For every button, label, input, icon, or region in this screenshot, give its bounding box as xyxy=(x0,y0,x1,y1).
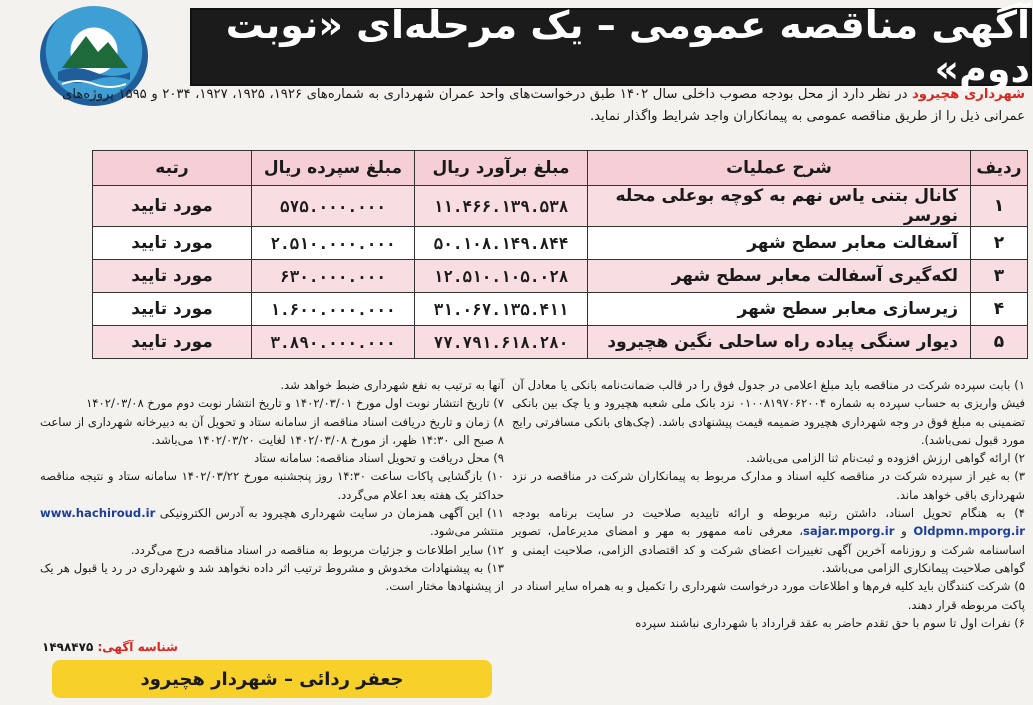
cell-rank: مورد تایید xyxy=(93,260,252,293)
conditions-left-column xyxy=(40,376,504,596)
condition-item: ۹) محل دریافت و تحویل اسناد مناقصه: سامانه ستاد xyxy=(254,451,504,466)
ad-id-value: ۱۴۹۸۴۷۵ xyxy=(42,640,94,654)
cell-description: لکه‌گیری آسفالت معابر سطح شهر xyxy=(588,260,971,293)
header-deposit: مبلغ سپرده ریال xyxy=(252,151,415,186)
condition-text: ۴) به هنگام تحویل اسناد، داشتن رتبه مربوطه و ارائه تاییدیه صلاحیت در سایت برنامه بودجه xyxy=(512,506,1025,521)
cell-estimate: ۱۲.۵۱۰.۱۰۵.۰۲۸ xyxy=(415,260,588,293)
signature-text: جعفر ردائی – شهردار هچیرود xyxy=(140,668,404,690)
title-banner xyxy=(190,3,1032,91)
condition-text: ۱۱) این آگهی همزمان در سایت شهرداری هچیرود به آدرس الکترونیکی xyxy=(159,506,504,521)
organization-name: شهرداری هچیرود xyxy=(912,87,1025,102)
condition-item xyxy=(40,504,504,541)
ad-id-label: شناسه آگهی: xyxy=(97,640,178,654)
cell-estimate: ۱۱.۴۶۶.۱۳۹.۵۳۸ xyxy=(415,186,588,227)
cell-row-number: ۳ xyxy=(971,260,1028,293)
cell-rank: مورد تایید xyxy=(93,326,252,359)
header-description: شرح عملیات xyxy=(588,151,971,186)
condition-text: ، معرفی نامه ممهور به مهر و امضای مدیرعامل، تصویر اساسنامه شرکت و روزنامه آخرین آگهی تغییرات اعضای شرکت و کد اقتصادی الزامی، صلاحیت ایمنی و گواهی صلاحیت پیمانکاری الزامی می‌باشد. xyxy=(512,524,1025,575)
site-link-oldpmn[interactable]: Oldpmn.mporg.ir xyxy=(913,524,1025,539)
table-row xyxy=(93,326,1028,359)
cell-rank: مورد تایید xyxy=(93,186,252,227)
cell-row-number: ۴ xyxy=(971,293,1028,326)
intro-paragraph xyxy=(62,84,1025,128)
table-header-row xyxy=(93,151,1028,186)
page-title: آگهی مناقصه عمومی – یک مرحله‌ای «نوبت دوم» xyxy=(225,3,1030,91)
condition-item: ۳) به غیر از سپرده شرکت در مناقصه کلیه اسناد و مدارک مربوط به پیمانکاران شرکت در مناقصه در نزد شهرداری باقی خواهد ماند. xyxy=(512,469,1025,502)
cell-row-number: ۵ xyxy=(971,326,1028,359)
conjunction-text: و xyxy=(894,524,914,539)
condition-item: آنها به ترتیب به نفع شهرداری ضبط خواهد شد. xyxy=(280,378,504,392)
condition-text: منتشر می‌شود. xyxy=(429,524,504,539)
cell-rank: مورد تایید xyxy=(93,293,252,326)
cell-rank: مورد تایید xyxy=(93,227,252,260)
signature-banner xyxy=(52,660,492,698)
condition-item: ۲) ارائه گواهی ارزش افزوده و ثبت‌نام ثنا الزامی می‌باشد. xyxy=(746,451,1025,466)
condition-item: ۱۳) به پیشنهادات مخدوش و مشروط ترتیب اثر داده نخواهد شد و شهرداری در رد یا قبول هر یک از پیشنهادها مختار است. xyxy=(40,560,504,594)
cell-row-number: ۱ xyxy=(971,186,1028,227)
ad-identifier xyxy=(42,640,178,654)
cell-description: آسفالت معابر سطح شهر xyxy=(588,227,971,260)
condition-item xyxy=(512,504,1025,577)
header-row-number: ردیف xyxy=(971,151,1028,186)
conditions-right-column xyxy=(512,376,1025,632)
table-row xyxy=(93,260,1028,293)
site-link-sajar[interactable]: sajar.mporg.ir xyxy=(803,524,895,539)
cell-description: زیرسازی معابر سطح شهر xyxy=(588,293,971,326)
cell-deposit: ۱.۶۰۰.۰۰۰.۰۰۰ xyxy=(252,293,415,326)
cell-deposit: ۵۷۵.۰۰۰.۰۰۰ xyxy=(252,186,415,227)
header-rank: رتبه xyxy=(93,151,252,186)
condition-item: ۸) زمان و تاریخ دریافت اسناد مناقصه از سامانه ستاد و تحویل آن به دبیرخانه شهرداری از ساعت ۸ صبح الی ۱۴:۳۰ ظهر، از مورخ ۱۴۰۲/۰۳/۰۸ لغایت ۱۴۰۲/۰۳/۲۰ می‌باشد. xyxy=(40,414,504,447)
cell-deposit: ۲.۵۱۰.۰۰۰.۰۰۰ xyxy=(252,227,415,260)
site-link-hachiroud[interactable]: www.hachiroud.ir xyxy=(40,506,156,521)
condition-item: ۵) شرکت کنندگان باید کلیه فرم‌ها و اطلاعات مورد درخواست شهرداری را تکمیل و به همراه سایر اسناد در پاکت مربوطه قرار دهند. xyxy=(512,579,1025,612)
cell-description: دیوار سنگی پیاده راه ساحلی نگین هچیرود xyxy=(588,326,971,359)
cell-deposit: ۳.۸۹۰.۰۰۰.۰۰۰ xyxy=(252,326,415,359)
condition-item: ۱۲) سایر اطلاعات و جزئیات مربوط به مناقصه در اسناد مناقصه درج می‌گردد. xyxy=(130,542,504,557)
intro-text: در نظر دارد از محل بودجه مصوب داخلی سال ۱۴۰۲ طبق درخواست‌های واحد عمران شهرداری به شماره‌های ۱۹۲۶، ۱۹۲۵، ۱۹۲۷، ۲۰۳۴ و ۱۵۹۵ پروژه‌های عمرانی ذیل را از طریق مناقصه عمومی به پیمانکاران واجد شرایط واگذار نماید. xyxy=(62,87,1025,124)
cell-row-number: ۲ xyxy=(971,227,1028,260)
condition-item: ۷) تاریخ انتشار نوبت اول مورخ ۱۴۰۲/۰۳/۰۱ و تاریخ انتشار نوبت دوم مورخ ۱۴۰۲/۰۳/۰۸ xyxy=(86,396,504,411)
condition-item: ۶) نفرات اول تا سوم با حق تقدم حاضر به عقد قرارداد با شهرداری نباشند سپرده xyxy=(635,615,1025,630)
header-estimate: مبلغ برآورد ریال xyxy=(415,151,588,186)
cell-estimate: ۷۷.۷۹۱.۶۱۸.۲۸۰ xyxy=(415,326,588,359)
cell-description: کانال بتنی یاس نهم به کوچه بوعلی محله نورسر xyxy=(588,186,971,227)
condition-item: ۱) بابت سپرده شرکت در مناقصه باید مبلغ اعلامی در جدول فوق را در قالب ضمانت‌نامه بانکی یا معادل آن فیش واریزی به حساب سپرده به شماره ۰۱۰۰۸۱۹۷۰۶۲۰۰۴ نزد بانک ملی شعبه هچیرود و یا چک بین بانکی تضمینی به مبلغ فوق در وجه شهرداری هچیرود ضمیمه قیمت پیشنهادی باشد. (چک‌های بانکی مسافرتی رایج مورد قبول نمی‌باشد). xyxy=(512,378,1026,447)
cell-deposit: ۶۳۰.۰۰۰.۰۰۰ xyxy=(252,260,415,293)
table-row xyxy=(93,227,1028,260)
cell-estimate: ۳۱.۰۶۷.۱۳۵.۴۱۱ xyxy=(415,293,588,326)
cell-estimate: ۵۰.۱۰۸.۱۴۹.۸۴۴ xyxy=(415,227,588,260)
operations-table xyxy=(92,150,1028,359)
table-row xyxy=(93,186,1028,227)
table-row xyxy=(93,293,1028,326)
condition-item: ۱۰) بازگشایی پاکات ساعت ۱۴:۳۰ روز پنجشنبه مورخ ۱۴۰۲/۰۳/۲۲ سامانه ستاد و نتیجه مناقصه حداکثر یک هفته بعد اعلام می‌گردد. xyxy=(40,469,505,502)
